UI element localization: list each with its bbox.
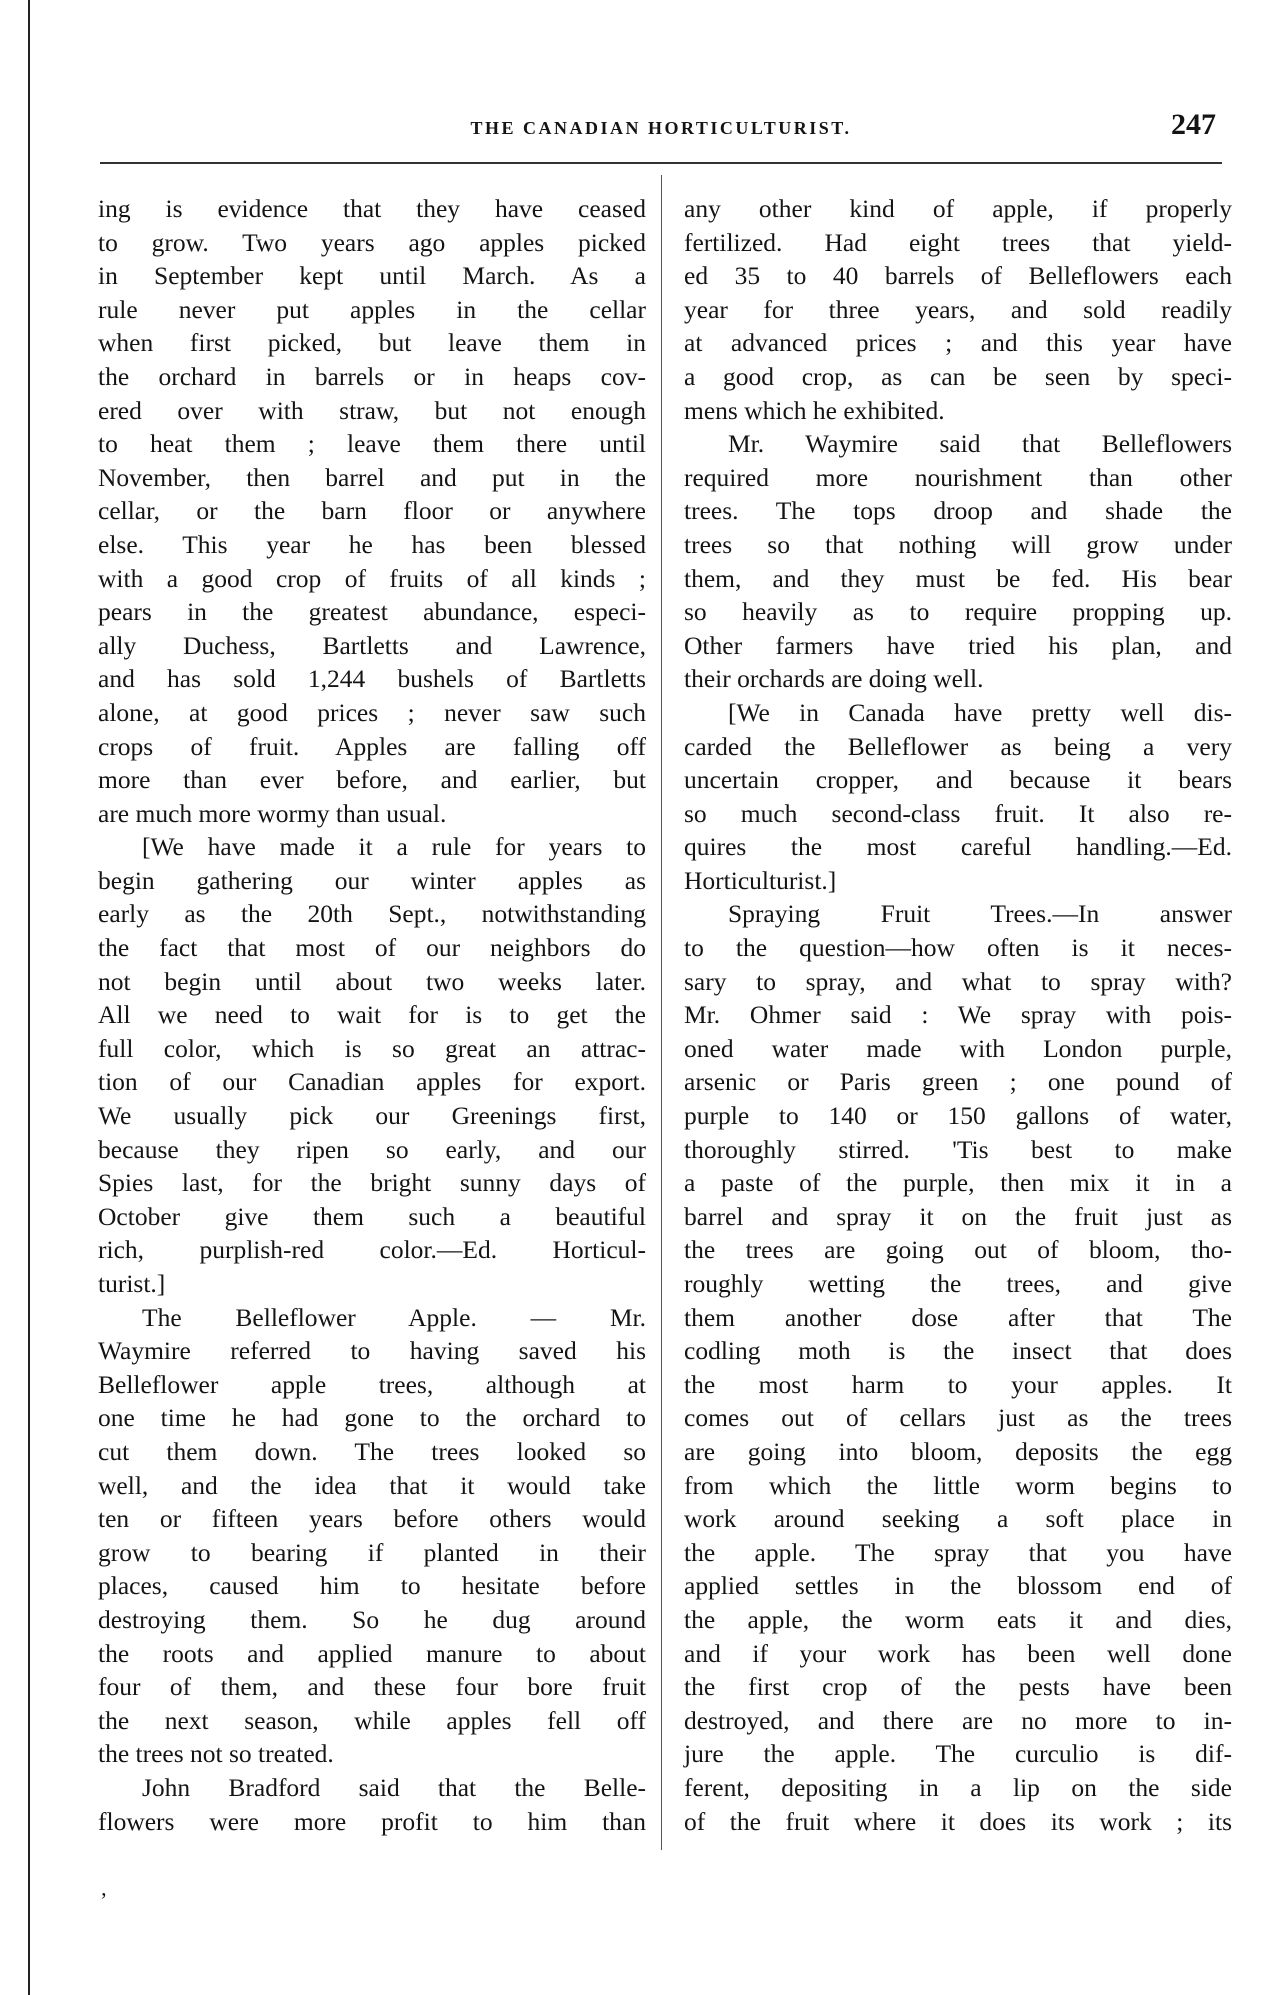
text-line: Spies last, for the bright sunny days of [98,1168,646,1198]
text-line: Waymire referred to having saved his [98,1336,646,1366]
text-line: are much more wormy than usual. [98,798,447,828]
text-line: Mr. Waymire said that Belleflowers [728,429,1232,459]
text-line: to heat them ; leave them there until [98,429,646,459]
text-line: places, caused him to hesitate before [98,1571,646,1601]
text-line: well, and the idea that it would take [98,1470,646,1500]
text-line: begin gathering our winter apples as [98,865,646,895]
text-line: the roots and applied manure to about [98,1638,646,1668]
text-line: a paste of the purple, then mix it in a [684,1168,1232,1198]
text-line: comes out of cellars just as the trees [684,1403,1232,1433]
text-line: the apple, the worm eats it and dies, [684,1604,1232,1634]
text-line: October give them such a beautiful [98,1201,646,1231]
text-line: thoroughly stirred. 'Tis best to make [684,1134,1232,1164]
text-line: grow to bearing if planted in their [98,1537,646,1567]
text-line: ferent, depositing in a lip on the side [684,1772,1232,1802]
text-line: arsenic or Paris green ; one pound of [684,1067,1232,1097]
column-divider [661,175,662,1850]
running-head: THE CANADIAN HORTICULTURIST. [470,118,852,138]
text-line: and if your work has been well done [684,1638,1232,1668]
text-line: oned water made with London purple, [684,1033,1232,1063]
text-line: John Bradford said that the Belle- [142,1772,646,1802]
text-line: ered over with straw, but not enough [98,395,646,425]
text-line: and has sold 1,244 bushels of Bartletts [98,664,646,694]
text-line: ten or fifteen years before others would [98,1504,646,1534]
text-line: cellar, or the barn floor or anywhere [98,496,646,526]
text-line: crops of fruit. Apples are falling off [98,731,646,761]
text-line: the trees are going out of bloom, tho- [684,1235,1232,1265]
right-text-column [684,192,1232,1838]
text-line: of the fruit where it does its work ; its [684,1806,1232,1836]
text-line: November, then barrel and put in the [98,462,646,492]
text-line: the orchard in barrels or in heaps cov- [98,361,646,391]
text-line: turist.] [98,1269,166,1298]
text-line: from which the little worm begins to [684,1470,1232,1500]
text-line: so much second-class fruit. It also re- [684,798,1232,828]
text-line: Other farmers have tried his plan, and [684,630,1232,660]
text-line: fertilized. Had eight trees that yield- [684,227,1232,257]
text-line: rule never put apples in the cellar [98,294,646,324]
text-line: Spraying Fruit Trees.—In answer [728,899,1232,929]
text-line: destroying them. So he dug around [98,1604,646,1634]
text-line: the fact that most of our neighbors do [98,933,646,963]
text-line: the apple. The spray that you have [684,1537,1232,1567]
text-line: so heavily as to require propping up. [684,597,1232,627]
text-line: four of them, and these four bore fruit [98,1672,646,1702]
text-line: more than ever before, and earlier, but [98,765,646,795]
text-line: ally Duchess, Bartletts and Lawrence, [98,630,646,660]
text-line: the next season, while apples fell off [98,1705,646,1735]
text-line: work around seeking a soft place in [684,1504,1232,1534]
text-line: cut them down. The trees looked so [98,1436,646,1466]
text-line: them another dose after that The [684,1302,1232,1332]
text-line: The Belleflower Apple. — Mr. [142,1302,646,1332]
text-line: uncertain cropper, and because it bears [684,765,1232,795]
text-line: at advanced prices ; and this year have [684,328,1232,358]
text-line: not begin until about two weeks later. [98,966,646,996]
header-rule [100,162,1222,164]
text-line: any other kind of apple, if properly [684,194,1232,223]
text-line: All we need to wait for is to get the [98,1000,646,1030]
stray-ink-mark: ʼ [100,1888,108,1913]
text-line: early as the 20th Sept., notwithstanding [98,899,646,929]
text-line: with a good crop of fruits of all kinds ; [98,563,646,593]
text-line: are going into bloom, deposits the egg [684,1436,1232,1466]
text-line: them, and they must be fed. His bear [684,563,1232,593]
text-line: flowers were more profit to him than [98,1806,646,1836]
binding-edge-line [28,0,30,1995]
text-line: carded the Belleflower as being a very [684,731,1232,761]
text-line: Horticulturist.] [684,865,837,895]
text-line: sary to spray, and what to spray with? [684,966,1232,996]
text-line: else. This year he has been blessed [98,529,646,559]
text-line: to grow. Two years ago apples picked [98,227,646,257]
text-line: trees so that nothing will grow under [684,529,1232,559]
text-line: pears in the greatest abundance, especi- [98,597,646,627]
text-line: when first picked, but leave them in [98,328,646,358]
text-line: because they ripen so early, and our [98,1134,646,1164]
text-line: barrel and spray it on the fruit just as [684,1201,1232,1231]
text-line: jure the apple. The curculio is dif- [684,1739,1232,1769]
text-line: destroyed, and there are no more to in- [684,1705,1232,1735]
text-line: required more nourishment than other [684,462,1232,492]
text-line: full color, which is so great an attrac- [98,1033,646,1063]
text-line: Mr. Ohmer said : We spray with pois- [684,1000,1232,1030]
text-line: the trees not so treated. [98,1739,334,1769]
text-line: [We in Canada have pretty well dis- [728,697,1232,727]
text-line: the most harm to your apples. It [684,1369,1232,1399]
text-line: mens which he exhibited. [684,395,945,425]
left-text-column [98,192,646,1838]
text-line: to the question—how often is it neces- [684,933,1232,963]
text-line: ed 35 to 40 barrels of Belleflowers each [684,261,1232,291]
text-line: tion of our Canadian apples for export. [98,1067,646,1097]
text-line: ing is evidence that they have ceased [98,194,646,223]
text-line: quires the most careful handling.—Ed. [684,832,1232,862]
text-line: their orchards are doing well. [684,664,984,694]
text-line: We usually pick our Greenings first, [98,1101,646,1131]
text-line: in September kept until March. As a [98,261,646,291]
text-line: a good crop, as can be seen by speci- [684,361,1232,391]
text-line: year for three years, and sold readily [684,294,1232,324]
text-line: roughly wetting the trees, and give [684,1269,1232,1298]
text-line: one time he had gone to the orchard to [98,1403,646,1433]
text-line: rich, purplish-red color.—Ed. Horticul- [98,1235,646,1265]
page-header [100,108,1222,152]
text-line: alone, at good prices ; never saw such [98,697,646,727]
text-line: [We have made it a rule for years to [142,832,646,862]
text-line: trees. The tops droop and shade the [684,496,1232,526]
text-line: codling moth is the insect that does [684,1336,1232,1366]
text-line: purple to 140 or 150 gallons of water, [684,1101,1232,1131]
text-line: the first crop of the pests have been [684,1672,1232,1702]
text-line: applied settles in the blossom end of [684,1571,1232,1601]
page-number: 247 [1171,108,1216,141]
text-line: Belleflower apple trees, although at [98,1369,646,1399]
